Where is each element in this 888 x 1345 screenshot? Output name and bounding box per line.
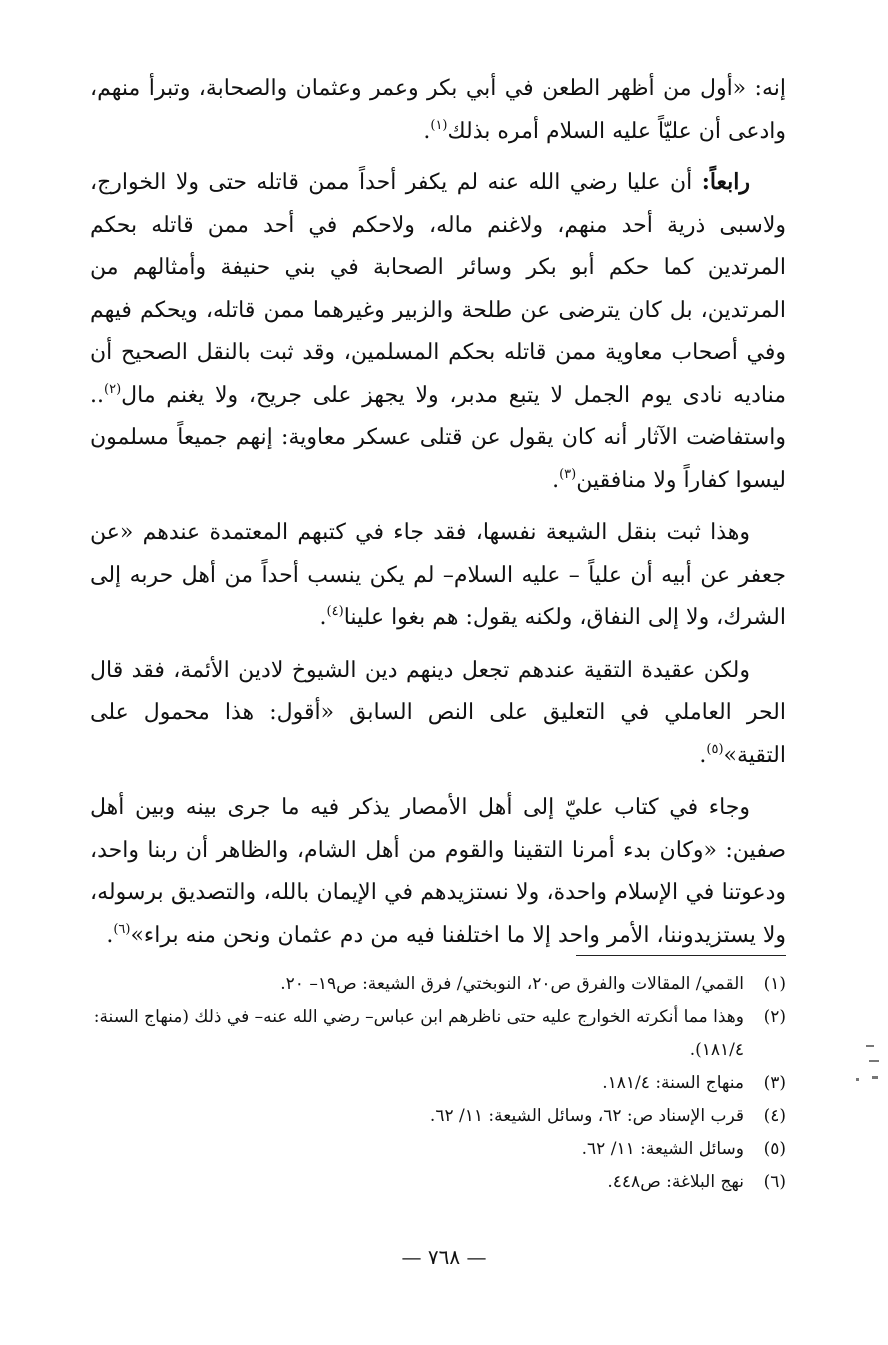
footnote-ref-6: (٦)	[113, 921, 131, 937]
footnote-text: وهذا مما أنكرته الخوارج عليه حتى ناظرهم ابن عباس– رضي الله عنه– في ذلك (منهاج السنة: ١٨١/٤).	[93, 1007, 744, 1060]
paragraph-1	[90, 68, 786, 153]
scan-speck	[869, 1060, 879, 1062]
paragraph-3-text: وهذا ثبت بنقل الشيعة نفسها، فقد جاء في كتبهم المعتمدة عندهم «عن جعفر عن أبيه أن علياً – عليه السلام– لم يكن ينسب أحداً من أهل حربه إلى الشرك، ولا إلى النفاق، ولكنه يقول: هم بغوا علينا	[90, 520, 786, 630]
footnote-ref-4: (٤)	[326, 604, 344, 619]
footnote-text: قرب الإسناد ص: ٦٢، وسائل الشيعة: ١١/ ٦٢.	[429, 1106, 744, 1126]
footnote-ref-2: (٢)	[104, 381, 122, 397]
paragraph-5-text: وجاء في كتاب عليّ إلى أهل الأمصار يذكر فيه ما جرى بينه وبين أهل صفين: «وكان بدء أمرنا التقينا والقوم من أهل الشام، والظاهر أن ربنا واحد، ودعوتنا في الإسلام واحدة، ولا نستزيدهم في الإيمان بالله، والتصديق برسوله، ولا يستزيدوننا، الأمر واحد إلا ما اختلفنا فيه من دم عثمان ونحن منه براء»	[90, 795, 786, 948]
footnote-ref-5: (٥)	[706, 741, 724, 757]
paragraph-2	[90, 161, 786, 502]
paragraph-4-text: ولكن عقيدة التقية عندهم تجعل دينهم دين الشيوخ لادين الأئمة، فقد قال الحر العاملي في التعليق على النص السابق «أقول: هذا محمول على التقية»	[90, 657, 786, 768]
paragraph-4-end: .	[699, 742, 707, 768]
scan-speck	[872, 1076, 878, 1079]
paragraph-2-lead: رابعاً:	[701, 169, 750, 195]
footnote-4	[90, 1100, 786, 1133]
footnote-ref-1: (١)	[430, 117, 448, 133]
main-text	[90, 68, 786, 957]
footnote-text: وسائل الشيعة: ١١/ ٦٢.	[581, 1139, 744, 1159]
paragraph-2-text-a: أن عليا رضي الله عنه لم يكفر أحداً ممن قاتله حتى ولا الخوارج، ولاسبى ذرية أحد منهم، ولاغنم ماله، ولاحكم في أحد ممن قاتله بحكم المرتدين كما حكم أبو بكر وسائر الصحابة في بني حنيفة وأمثالهم من المرتدين، بل كان يترضى عن طلحة والزبير وغيرهما ممن قاتله، ويحكم فيهم وفي أصحاب معاوية ممن قاتله بحكم المسلمين، وقد ثبت بالنقل الصحيح أن مناديه نادى يوم الجمل لا يتبع مدبر، ولا يجهز على جريح، ولا يغنم مال	[90, 170, 786, 408]
paragraph-2-end: .	[552, 467, 560, 493]
footnote-6	[90, 1166, 786, 1199]
paragraph-1-text: إنه: «أول من أظهر الطعن في أبي بكر وعمر وعثمان والصحابة، وتبرأ منهم، وادعى أن عليّاً عليه السلام أمره بذلك	[90, 76, 786, 144]
scan-speck	[866, 1045, 874, 1047]
footnote-number: (١)	[763, 974, 786, 994]
footnote-number: (٣)	[763, 1073, 786, 1093]
paragraph-5-end: .	[106, 922, 114, 948]
paragraph-3	[90, 512, 786, 640]
footnote-separator	[576, 955, 786, 956]
footnote-5	[90, 1133, 786, 1166]
paragraph-5	[90, 787, 786, 957]
scan-speck	[856, 1078, 859, 1081]
footnote-number: (٤)	[763, 1106, 786, 1126]
paragraph-1-end: .	[423, 118, 431, 144]
footnote-number: (٦)	[763, 1172, 786, 1192]
footnote-number: (٥)	[763, 1139, 786, 1159]
paragraph-3-end: .	[319, 605, 327, 630]
page-number: — ٧٦٨ —	[401, 1245, 487, 1269]
footnote-text: منهاج السنة: ١٨١/٤.	[602, 1073, 744, 1093]
paragraph-4	[90, 650, 786, 778]
footnote-text: القمي/ المقالات والفرق ص٢٠، النوبختي/ فرق الشيعة: ص١٩– ٢٠.	[280, 974, 744, 994]
footnotes	[90, 968, 786, 1199]
footnote-2	[90, 1001, 786, 1067]
footnote-number: (٢)	[763, 1007, 786, 1027]
footnote-text: نهج البلاغة: ص٤٤٨.	[607, 1172, 744, 1192]
footnote-1	[90, 968, 786, 1001]
footnote-3	[90, 1067, 786, 1100]
footnote-ref-3: (٣)	[559, 466, 577, 482]
paragraph-2-text-b: .. واستفاضت الآثار أنه كان يقول عن قتلى عسكر معاوية: إنهم جميعاً مسلمون ليسوا كفاراً ولا منافقين	[90, 382, 786, 493]
